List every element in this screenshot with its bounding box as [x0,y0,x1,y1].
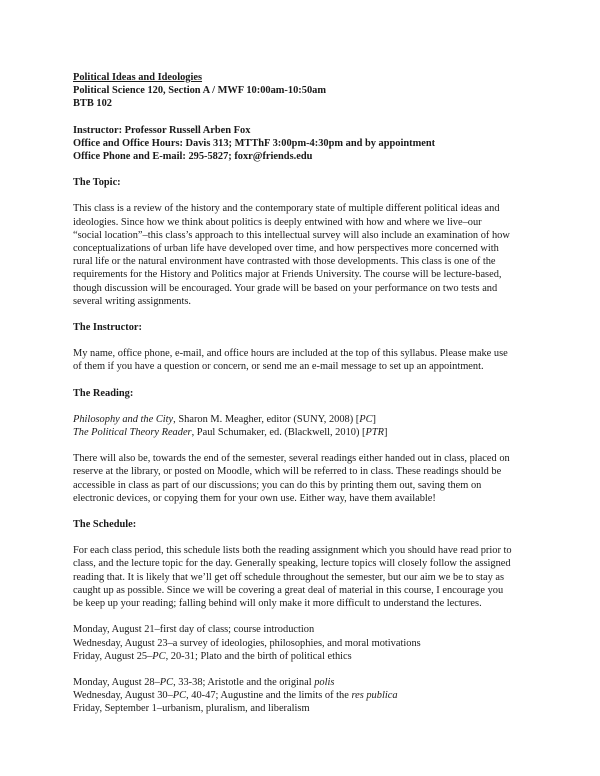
paragraph-line: electronic devices, or copying them for your own use. Either way, have them available! [73,492,436,504]
schedule-paragraph [73,544,543,610]
paragraph-line: conceptualizations of urban life have developed over time, and how perspectives more concerned with [73,243,499,255]
paragraph-line: “social location”–this class’s approach to this intellectual survey will also include an examination of how [73,229,510,241]
paragraph-line: though discussion will be encouraged. Your grade will be based on your performance on two tests and [73,282,498,294]
instructor-paragraph [73,347,543,373]
topic-heading: The Topic: [73,177,121,189]
paragraph-line: rural life or the natural environment have contrasted with those developments. This class is one of the [73,256,496,268]
topic-paragraph [73,202,543,308]
book-title: The Political Theory Reader [73,427,192,439]
course-section-line: Political Science 120, Section A / MWF 10:00am-10:50am [73,85,326,97]
reading-paragraph [73,452,543,505]
paragraph-line: several writing assignments. [73,295,192,307]
schedule-entry: Wednesday, August 30–PC, 40-47; Augustine and the limits of the res publica [73,690,398,702]
book-abbr: PTR [365,427,384,439]
paragraph-line: For each class period, this schedule lists both the reading assignment which you should have read prior to [73,545,512,557]
schedule-entry: Friday, August 25–PC, 20-31; Plato and the birth of political ethics [73,650,352,662]
book-abbr: PC [359,413,373,425]
reading-book-2: The Political Theory Reader, Paul Schumaker, ed. (Blackwell, 2010) [PTR] [73,427,388,439]
paragraph-line: be keep up your reading; falling behind will only make it more difficult to understand the lectures. [73,598,482,610]
schedule-entry: Friday, September 1–urbanism, pluralism, and liberalism [73,703,310,715]
schedule-week-1 [73,623,543,663]
book-title: Philosophy and the City [73,413,174,425]
reading-book-1: Philosophy and the City, Sharon M. Meagher, editor (SUNY, 2008) [PC] [73,413,377,425]
instructor-name: Instructor: Professor Russell Arben Fox [73,124,251,136]
paragraph-line: accessible in class as part of our discussions; you can do this by printing them out, saving them on [73,479,482,491]
instructor-heading: The Instructor: [73,322,142,334]
reading-heading: The Reading: [73,387,134,399]
paragraph-line: ideologies. Since how we think about politics is deeply entwined with how and where we live–our [73,216,482,228]
paragraph-line: requirements for the History and Politics major at Friends University. The course will be lecture-based, [73,269,502,281]
syllabus-content [73,71,543,716]
paragraph-line: of them if you have a question or concern, or send me an e-mail message to set up an appointment. [73,361,484,373]
contact-info: Office Phone and E-mail: 295-5827; foxr@friends.edu [73,151,313,163]
paragraph-line: reading that. It is likely that we’ll get off schedule throughout the semester, but our aim we be to stay as [73,571,505,583]
paragraph-line: class, and the lecture topic for the day. Generally speaking, lecture topics will closely follow the assigned [73,558,511,570]
course-room: BTB 102 [73,98,112,110]
schedule-entry: Monday, August 28–PC, 33-38; Aristotle and the original polis [73,676,335,688]
office-hours: Office and Office Hours: Davis 313; MTThF 3:00pm-4:30pm and by appointment [73,137,436,149]
paragraph-line: This class is a review of the history and the contemporary state of multiple different political ideas and [73,203,500,215]
paragraph-line: caught up as possible. Since we will be covering a great deal of material in this course, I encourage you [73,584,504,596]
schedule-week-2 [73,676,543,716]
schedule-entry: Monday, August 21–first day of class; course introduction [73,624,315,636]
schedule-entry: Wednesday, August 23–a survey of ideologies, philosophies, and moral motivations [73,637,421,649]
paragraph-line: There will also be, towards the end of the semester, several readings either handed out in class, placed on [73,453,510,465]
schedule-heading: The Schedule: [73,519,137,531]
paragraph-line: reserve at the library, or posted on Moodle, which will be referred to in class. These readings should be [73,466,502,478]
paragraph-line: My name, office phone, e-mail, and office hours are included at the top of this syllabus. Please make use [73,348,508,360]
course-title: Political Ideas and Ideologies [73,72,203,83]
